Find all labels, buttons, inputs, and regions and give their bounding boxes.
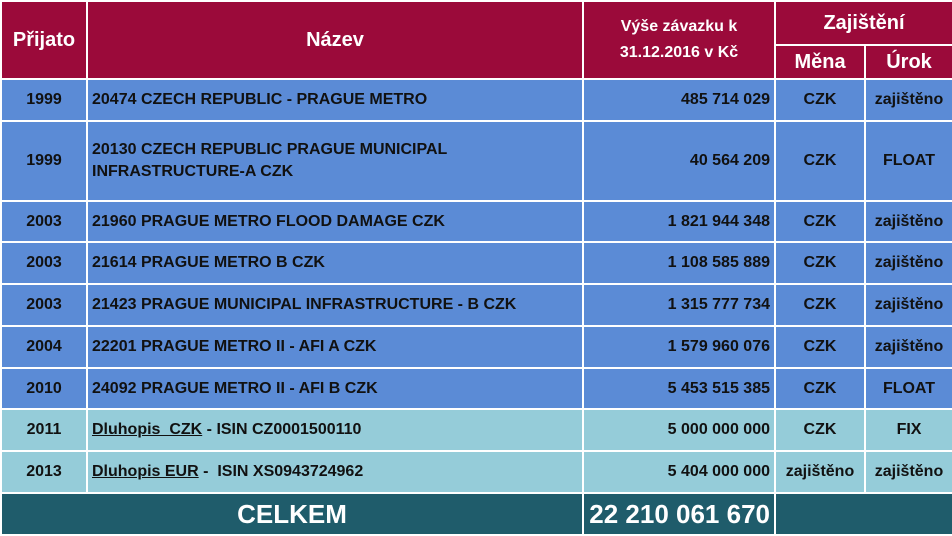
row-name: 20474 CZECH REPUBLIC - PRAGUE METRO xyxy=(87,79,583,121)
header-year: Přijato xyxy=(1,1,87,79)
header-currency: Měna xyxy=(775,45,865,79)
row-year: 2013 xyxy=(1,451,87,493)
row-interest: FLOAT xyxy=(865,368,952,410)
row-name-detail: - ISIN XS0943724962 xyxy=(198,463,364,481)
row-interest: zajištěno xyxy=(865,451,952,493)
total-label: CELKEM xyxy=(1,493,583,535)
row-name xyxy=(87,451,583,493)
table-row xyxy=(1,409,952,451)
row-year: 1999 xyxy=(1,79,87,121)
row-interest: zajištěno xyxy=(865,284,952,326)
row-amount: 1 579 960 076 xyxy=(583,326,775,368)
row-currency: CZK xyxy=(775,121,865,201)
table-row xyxy=(1,121,952,201)
row-amount: 1 315 777 734 xyxy=(583,284,775,326)
total-amount: 22 210 061 670 xyxy=(583,493,775,535)
table-row xyxy=(1,368,952,410)
row-amount: 5 453 515 385 xyxy=(583,368,775,410)
row-interest: zajištěno xyxy=(865,326,952,368)
row-currency: CZK xyxy=(775,368,865,410)
row-currency: CZK xyxy=(775,326,865,368)
row-year: 2003 xyxy=(1,201,87,243)
header-amount xyxy=(583,1,775,79)
row-interest: zajištěno xyxy=(865,242,952,284)
row-interest: zajištěno xyxy=(865,201,952,243)
row-name: 21614 PRAGUE METRO B CZK xyxy=(87,242,583,284)
table-row xyxy=(1,79,952,121)
row-year: 2010 xyxy=(1,368,87,410)
row-amount: 485 714 029 xyxy=(583,79,775,121)
row-year: 2011 xyxy=(1,409,87,451)
table-row xyxy=(1,451,952,493)
row-year: 2004 xyxy=(1,326,87,368)
row-currency: CZK xyxy=(775,242,865,284)
row-currency: CZK xyxy=(775,409,865,451)
row-currency: zajištěno xyxy=(775,451,865,493)
row-interest: FIX xyxy=(865,409,952,451)
row-name: 20130 CZECH REPUBLIC PRAGUE MUNICIPAL INFRASTRUCTURE-A CZK xyxy=(87,121,583,201)
row-year: 1999 xyxy=(1,121,87,201)
row-name-detail: - ISIN CZ0001500110 xyxy=(202,421,362,439)
row-name xyxy=(87,409,583,451)
header-interest: Úrok xyxy=(865,45,952,79)
row-name: 24092 PRAGUE METRO II - AFI B CZK xyxy=(87,368,583,410)
table-row xyxy=(1,242,952,284)
table-row xyxy=(1,201,952,243)
row-interest: zajištěno xyxy=(865,79,952,121)
table-row xyxy=(1,284,952,326)
bond-link[interactable]: Dluhopis CZK xyxy=(92,421,203,439)
header-hedge: Zajištění xyxy=(775,1,952,45)
row-currency: CZK xyxy=(775,201,865,243)
table-row xyxy=(1,326,952,368)
header-name: Název xyxy=(87,1,583,79)
row-name: 22201 PRAGUE METRO II - AFI A CZK xyxy=(87,326,583,368)
total-row xyxy=(1,493,952,535)
row-interest: FLOAT xyxy=(865,121,952,201)
row-name: 21960 PRAGUE METRO FLOOD DAMAGE CZK xyxy=(87,201,583,243)
row-year: 2003 xyxy=(1,242,87,284)
total-empty xyxy=(775,493,952,535)
row-amount: 1 821 944 348 xyxy=(583,201,775,243)
row-name: 21423 PRAGUE MUNICIPAL INFRASTRUCTURE - B CZK xyxy=(87,284,583,326)
row-currency: CZK xyxy=(775,79,865,121)
header-amount-line1: Výše závazku k xyxy=(620,18,738,35)
row-amount: 5 404 000 000 xyxy=(583,451,775,493)
row-amount: 1 108 585 889 xyxy=(583,242,775,284)
row-year: 2003 xyxy=(1,284,87,326)
header-amount-line2: 31.12.2016 v Kč xyxy=(619,44,739,61)
row-amount: 5 000 000 000 xyxy=(583,409,775,451)
row-amount: 40 564 209 xyxy=(583,121,775,201)
bond-link[interactable]: Dluhopis EUR xyxy=(92,463,199,481)
row-currency: CZK xyxy=(775,284,865,326)
